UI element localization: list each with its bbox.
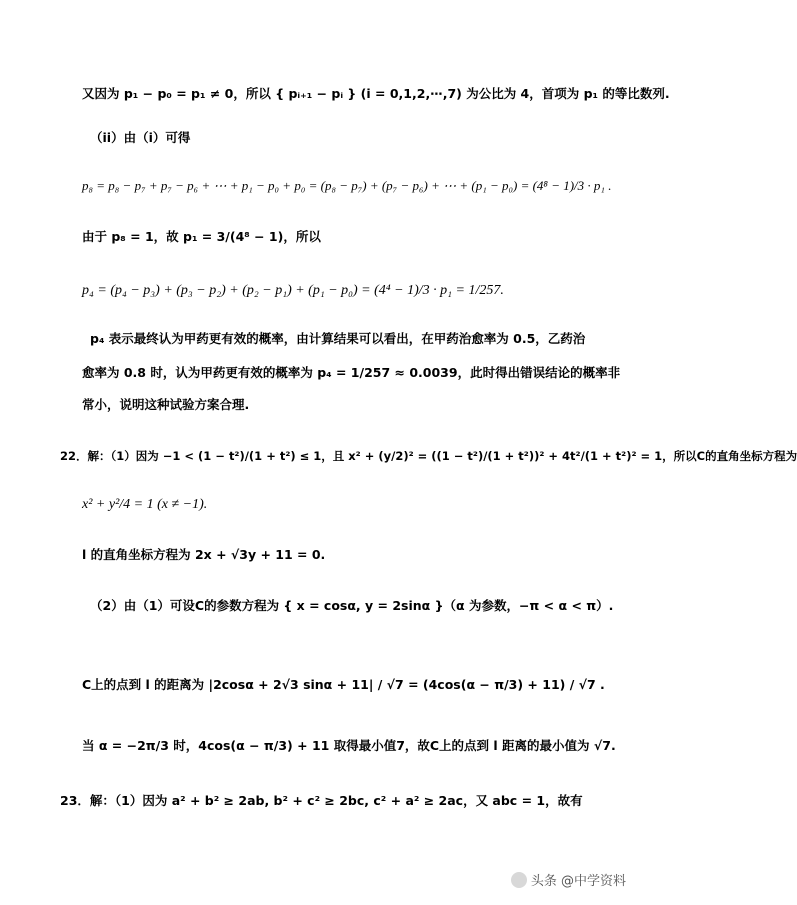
text-line: 常小，说明这种试验方案合理. xyxy=(82,397,250,412)
text-line: C上的点到 l 的距离为 |2cosα + 2√3 sinα + 11| / √7 = (4cos(α − π/3) + 11) / √7 . xyxy=(82,677,605,692)
text-line: p₄ 表示最终认为甲药更有效的概率，由计算结果可以看出，在甲药治愈率为 0.5，乙药治 xyxy=(90,331,586,346)
text-line: 23．解：（1）因为 a² + b² ≥ 2ab, b² + c² ≥ 2bc, c² + a² ≥ 2ac，又 abc = 1，故有 xyxy=(60,793,583,808)
watermark-text: 头条 @中学资料 xyxy=(530,874,626,889)
text-line: 愈率为 0.8 时，认为甲药更有效的概率为 p₄ = 1/257 ≈ 0.0039，此时得出错误结论的概率非 xyxy=(82,365,621,380)
watermark-logo-icon xyxy=(511,872,527,888)
text-line: （2）由（1）可设C的参数方程为 { x = cosα, y = 2sinα }（α 为参数，−π < α < π）. xyxy=(90,598,614,613)
text-line: （ii）由（i）可得 xyxy=(90,130,191,145)
math-line: p₈ = p₈ − p₇ + p₇ − p₆ + ⋯ + p₁ − p₀ + p₀ = (p₈ − p₇) + (p₇ − p₆) + ⋯ + (p₁ − p₀) = (4⁸ − 1)/3 · p₁ . xyxy=(82,178,612,193)
text-line: 由于 p₈ = 1，故 p₁ = 3/(4⁸ − 1)，所以 xyxy=(82,229,321,244)
math-line: x² + y²/4 = 1 (x ≠ −1). xyxy=(82,497,208,512)
text-line: 22．解：（1）因为 −1 < (1 − t²)/(1 + t²) ≤ 1，且 x² + (y/2)² = ((1 − t²)/(1 + t²))² + 4t²/(1 + t²)² = 1，所以C的直角坐标方程为 xyxy=(60,449,797,463)
text-line: 又因为 p₁ − p₀ = p₁ ≠ 0，所以 { pᵢ₊₁ − pᵢ } (i = 0,1,2,⋯,7) 为公比为 4，首项为 p₁ 的等比数列. xyxy=(82,86,670,101)
watermark xyxy=(511,870,626,889)
math-line: p₄ = (p₄ − p₃) + (p₃ − p₂) + (p₂ − p₁) + (p₁ − p₀) = (4⁴ − 1)/3 · p₁ = 1/257. xyxy=(82,283,504,298)
text-line: l 的直角坐标方程为 2x + √3y + 11 = 0. xyxy=(82,547,326,562)
text-line: 当 α = −2π/3 时，4cos(α − π/3) + 11 取得最小值7，故C上的点到 l 距离的最小值为 √7. xyxy=(82,738,616,753)
